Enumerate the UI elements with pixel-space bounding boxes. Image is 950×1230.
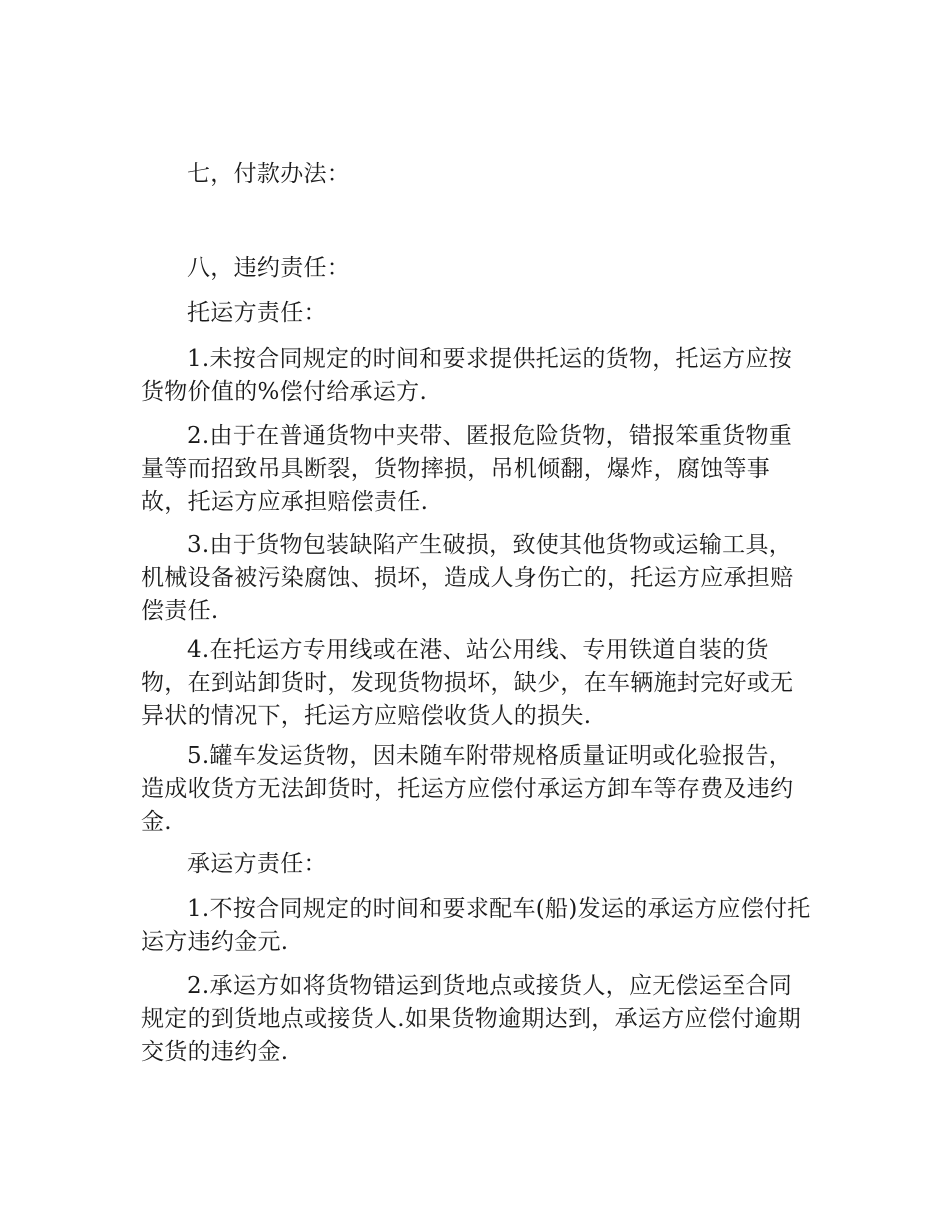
shipper-item-4: 4.在托运方专用线或在港、站公用线、专用铁道自装的货物，在到站卸货时，发现货物损坏，缺少，在车辆施封完好或无异状的情况下，托运方应赔偿收货人的损失. — [141, 637, 794, 729]
section-8-title: 八，违约责任： — [187, 255, 351, 281]
section-7-title: 七，付款办法： — [187, 161, 351, 187]
shipper-responsibility-heading: 托运方责任： — [187, 300, 327, 326]
shipper-item-1: 1.未按合同规定的时间和要求提供托运的货物，托运方应按货物价值的%偿付给承运方. — [141, 346, 793, 405]
carrier-item-2: 2.承运方如将货物错运到货地点或接货人，应无偿运至合同规定的到货地点或接货人.如果货物逾期达到，承运方应偿付逾期交货的违约金. — [141, 973, 802, 1065]
shipper-item-3: 3.由于货物包装缺陷产生破损，致使其他货物或运输工具，机械设备被污染腐蚀、损坏，造成人身伤亡的，托运方应承担赔偿责任. — [141, 532, 794, 624]
shipper-item-5: 5.罐车发运货物，因未随车附带规格质量证明或化验报告，造成收货方无法卸货时，托运方应偿付承运方卸车等存费及违约金. — [141, 743, 794, 835]
carrier-responsibility-heading: 承运方责任： — [187, 851, 327, 877]
shipper-item-2: 2.由于在普通货物中夹带、匿报危险货物，错报笨重货物重量等而招致吊具断裂，货物摔损，吊机倾翻，爆炸，腐蚀等事故，托运方应承担赔偿责任. — [141, 423, 793, 515]
carrier-item-1: 1.不按合同规定的时间和要求配车(船)发运的承运方应偿付托运方违约金元. — [141, 896, 811, 955]
